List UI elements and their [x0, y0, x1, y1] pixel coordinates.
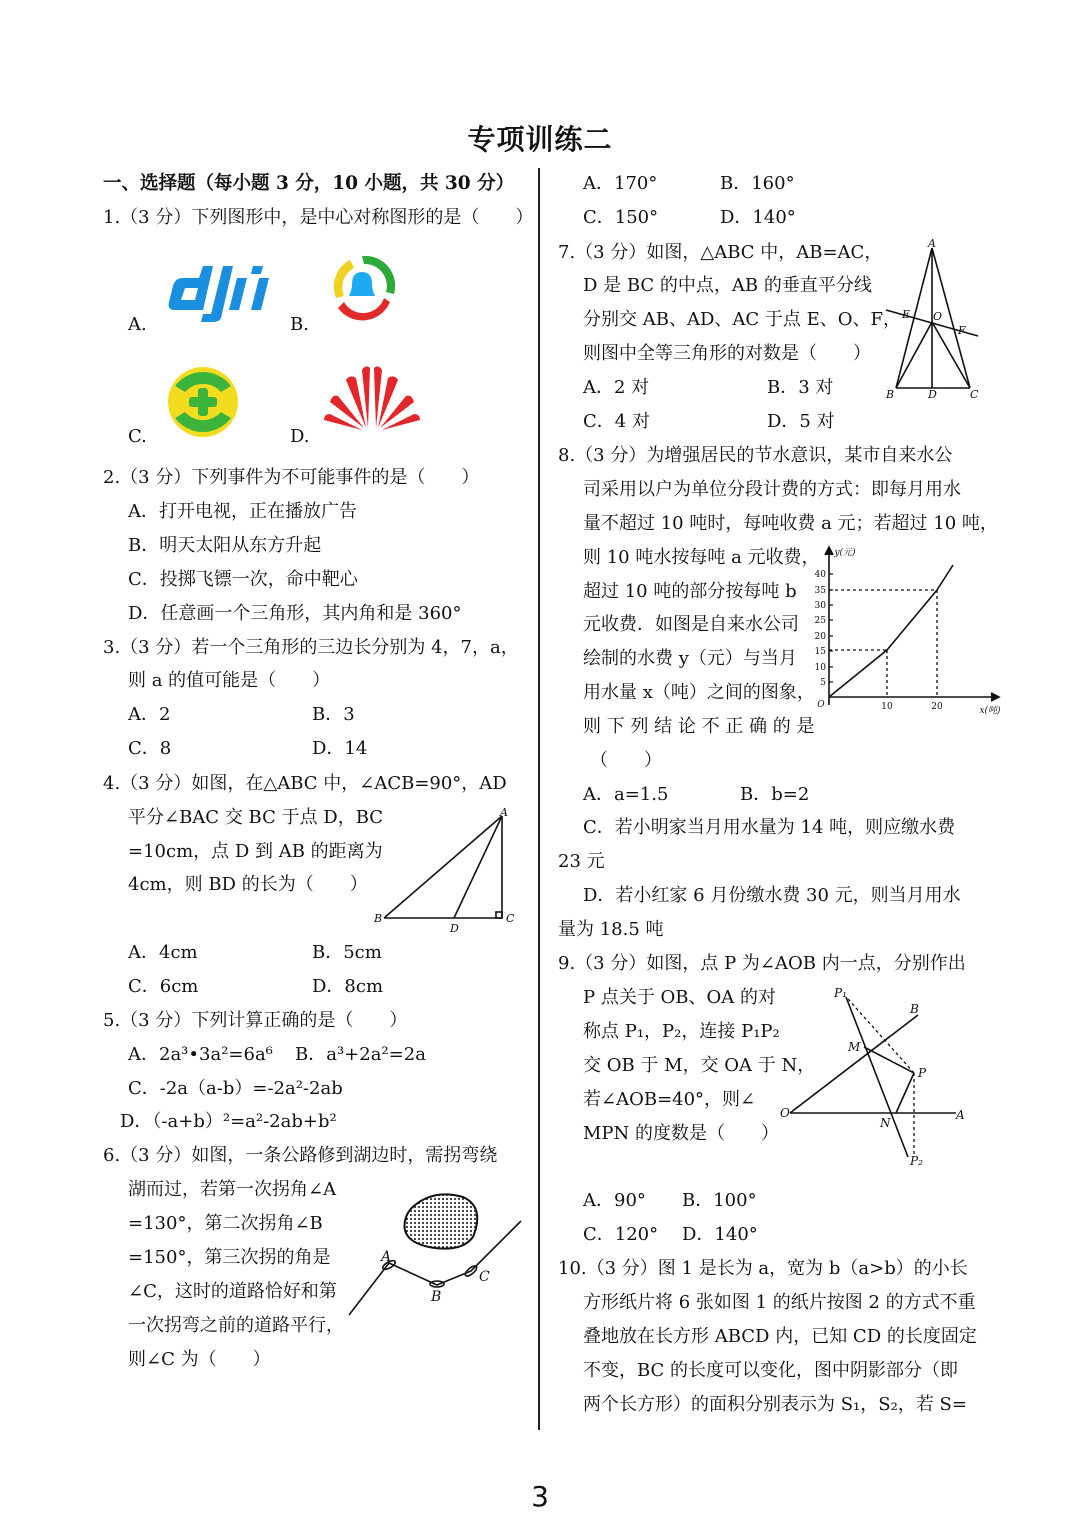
q1-option-d-label: D.	[290, 426, 310, 447]
page-number: 3	[531, 1480, 549, 1513]
svg-text:10: 10	[881, 702, 893, 712]
q4-option-c: C．6cm	[128, 976, 199, 997]
q6-option-a: A．170°	[583, 173, 658, 194]
svg-text:x(吨): x(吨)	[979, 706, 1001, 716]
question-9-text-6: MPN 的度数是（ ）	[583, 1123, 780, 1144]
q7-isosceles-triangle-figure	[882, 238, 982, 404]
q6-option-c: C．150°	[583, 207, 659, 228]
q6-option-b: B．160°	[720, 173, 795, 194]
question-9-text-3: 称点 P₁，P₂，连接 P₁P₂	[583, 1021, 780, 1042]
svg-text:C: C	[506, 912, 515, 925]
svg-text:40: 40	[814, 570, 826, 580]
q1-option-b-label: B.	[290, 314, 309, 335]
q4-triangle-figure	[372, 808, 522, 934]
q8-option-a: A．a=1.5	[583, 784, 669, 805]
q8-option-b: B．b=2	[740, 784, 810, 805]
svg-text:D: D	[450, 922, 459, 934]
question-10-text-2: 方形纸片将 6 张如图 1 的纸片按图 2 的方式不重	[583, 1292, 976, 1313]
question-1-text: 1.（3 分）下列图形中，是中心对称图形的是（ ）	[103, 207, 534, 228]
q2-option-b: B．明天太阳从东方升起	[128, 535, 322, 556]
q2-option-a: A．打开电视，正在播放广告	[128, 501, 357, 522]
q9-option-c: C．120°	[583, 1224, 659, 1245]
q4-option-a: A．4cm	[128, 942, 198, 963]
question-6-text-2: 湖而过，若第一次拐角∠A	[128, 1179, 337, 1200]
question-4-text: 4.（3 分）如图，在△ABC 中，∠ACB=90°，AD	[103, 773, 507, 794]
question-9-text-4: 交 OB 于 M，交 OA 于 N，	[583, 1055, 816, 1076]
question-6-text-7: 则∠C 为（ ）	[128, 1349, 271, 1370]
tencent-news-logo-icon	[322, 250, 402, 326]
q1-option-c-label: C.	[128, 426, 147, 447]
svg-text:5: 5	[820, 678, 826, 688]
q7-option-c: C．4 对	[583, 411, 650, 432]
question-4-text-2: 平分∠BAC 交 BC 于点 D，BC	[128, 807, 384, 828]
q3-option-b: B．3	[312, 704, 355, 725]
water-fee-chart	[805, 545, 1010, 720]
svg-text:y(元): y(元)	[834, 548, 856, 558]
question-7-text: 7.（3 分）如图，△ABC 中，AB=AC，	[558, 242, 883, 263]
question-7-text-3: 分别交 AB、AD、AC 于点 E、O、F，	[583, 309, 901, 330]
question-5-text: 5.（3 分）下列计算正确的是（ ）	[103, 1010, 408, 1031]
svg-text:10: 10	[814, 663, 826, 673]
question-7-text-4: 则图中全等三角形的对数是（ ）	[583, 343, 871, 364]
svg-text:O: O	[780, 1106, 790, 1120]
question-10-text-4: 不变，BC 的长度可以变化，图中阴影部分（即	[583, 1360, 959, 1381]
svg-text:O: O	[817, 700, 825, 710]
question-8-text-9: 则 下 列 结 论 不 正 确 的 是	[583, 716, 815, 737]
svg-text:P: P	[918, 1066, 927, 1080]
svg-text:M: M	[848, 1040, 861, 1054]
q7-option-d: D．5 对	[767, 411, 835, 432]
question-8-text: 8.（3 分）为增强居民的节水意识，某市自来水公	[558, 445, 953, 466]
svg-text:20: 20	[814, 632, 826, 642]
svg-text:25: 25	[814, 616, 826, 626]
question-8-text-8: 用水量 x（吨）之间的图象，	[583, 682, 815, 703]
svg-text:B: B	[910, 1002, 919, 1016]
q5-option-c: C．-2a（a-b）=-2a²-2ab	[128, 1078, 343, 1099]
q8-option-c: C．若小明家当月用水量为 14 吨，则应缴水费	[583, 817, 956, 838]
360-logo-icon	[165, 364, 241, 440]
question-8-text-6: 元收费．如图是自来水公司	[583, 614, 799, 635]
svg-text:20: 20	[931, 702, 943, 712]
q2-option-d: D．任意画一个三角形，其内角和是 360°	[128, 603, 462, 624]
q7-option-b: B．3 对	[767, 377, 834, 398]
q9-angle-reflection-figure	[778, 985, 978, 1170]
question-10-text-5: 两个长方形）的面积分别表示为 S₁，S₂，若 S=	[583, 1394, 967, 1415]
huawei-logo-icon	[322, 362, 422, 432]
q9-option-d: D．140°	[682, 1224, 758, 1245]
svg-text:B: B	[431, 1289, 442, 1305]
svg-text:A: A	[956, 1108, 965, 1122]
q8-option-d: D．若小红家 6 月份缴水费 30 元，则当月用水	[583, 885, 961, 906]
svg-text:35: 35	[814, 586, 826, 596]
question-4-text-4: 4cm，则 BD 的长为（ ）	[128, 874, 368, 895]
svg-text:P₁: P₁	[834, 986, 847, 1000]
question-8-text-3: 量不超过 10 吨时，每吨收费 a 元；若超过 10 吨，	[583, 513, 998, 534]
question-6-text: 6.（3 分）如图，一条公路修到湖边时，需拐弯绕	[103, 1145, 498, 1166]
q5-option-a: A．2a³•3a²=6a⁶	[128, 1044, 273, 1065]
svg-text:15: 15	[814, 647, 826, 657]
question-8-text-10: （ ）	[590, 750, 662, 771]
svg-text:A: A	[928, 238, 936, 250]
svg-text:B: B	[886, 388, 895, 401]
page-title: 专项训练二	[467, 123, 613, 156]
q8-option-c-cont: 23 元	[558, 851, 605, 872]
question-9-text-2: P 点关于 OB、OA 的对	[583, 987, 777, 1008]
question-8-text-2: 司采用以户为单位分段计费的方式：即每月用水	[583, 479, 961, 500]
svg-text:N: N	[880, 1116, 891, 1130]
q9-option-a: A．90°	[583, 1190, 646, 1211]
svg-text:P₂: P₂	[910, 1154, 923, 1168]
q3-option-d: D．14	[312, 738, 368, 759]
svg-text:30: 30	[814, 601, 826, 611]
q5-option-b: B．a³+2a²=2a	[295, 1044, 426, 1065]
question-6-text-5: ∠C，这时的道路恰好和第	[128, 1281, 337, 1302]
q9-option-b: B．100°	[682, 1190, 757, 1211]
svg-text:O: O	[933, 310, 943, 323]
question-10-text-3: 叠地放在长方形 ABCD 内，已知 CD 的长度固定	[583, 1326, 977, 1347]
question-4-text-3: =10cm，点 D 到 AB 的距离为	[128, 841, 383, 862]
q3-option-c: C．8	[128, 738, 172, 759]
question-9-text: 9.（3 分）如图，点 P 为∠AOB 内一点，分别作出	[558, 953, 966, 974]
q1-option-a-label: A.	[128, 314, 147, 335]
section-heading: 一、选择题（每小题 3 分，10 小题，共 30 分）	[103, 173, 515, 194]
question-9-text-5: 若∠AOB=40°，则∠	[583, 1089, 756, 1110]
dji-logo-icon	[165, 258, 285, 324]
question-3-text-2: 则 a 的值可能是（ ）	[128, 670, 331, 691]
q4-option-d: D．8cm	[312, 976, 384, 997]
q3-option-a: A．2	[128, 704, 171, 725]
q5-option-d: D．（-a+b）²=a²-2ab+b²	[120, 1111, 337, 1132]
question-7-text-2: D 是 BC 的中点，AB 的垂直平分线	[583, 275, 872, 296]
svg-text:D: D	[928, 388, 937, 401]
q6-option-d: D．140°	[720, 207, 796, 228]
q7-option-a: A．2 对	[583, 377, 650, 398]
svg-text:C: C	[970, 388, 979, 401]
question-2-text: 2.（3 分）下列事件为不可能事件的是（ ）	[103, 467, 480, 488]
question-6-text-4: =150°，第三次拐的角是	[128, 1247, 331, 1268]
question-10-text: 10.（3 分）图 1 是长为 a，宽为 b（a>b）的小长	[558, 1258, 968, 1279]
svg-text:C: C	[479, 1269, 490, 1285]
q6-lake-road-figure	[345, 1185, 527, 1320]
column-divider	[538, 168, 540, 1430]
question-3-text: 3.（3 分）若一个三角形的三边长分别为 4，7，a，	[103, 637, 519, 658]
svg-text:A: A	[381, 1249, 392, 1265]
question-8-text-5: 超过 10 吨的部分按每吨 b	[583, 581, 797, 602]
question-6-text-3: =130°，第二次拐角∠B	[128, 1213, 323, 1234]
svg-text:A: A	[500, 808, 508, 819]
question-6-text-6: 一次拐弯之前的道路平行，	[128, 1315, 344, 1336]
q2-option-c: C．投掷飞镖一次，命中靶心	[128, 569, 358, 590]
question-8-text-4: 则 10 吨水按每吨 a 元收费，	[583, 547, 820, 568]
svg-text:B: B	[374, 912, 383, 925]
question-8-text-7: 绘制的水费 y（元）与当月	[583, 648, 797, 669]
q8-option-d-cont: 量为 18.5 吨	[558, 919, 664, 940]
q4-option-b: B．5cm	[312, 942, 382, 963]
svg-text:F: F	[958, 324, 966, 337]
svg-text:E: E	[902, 308, 911, 321]
